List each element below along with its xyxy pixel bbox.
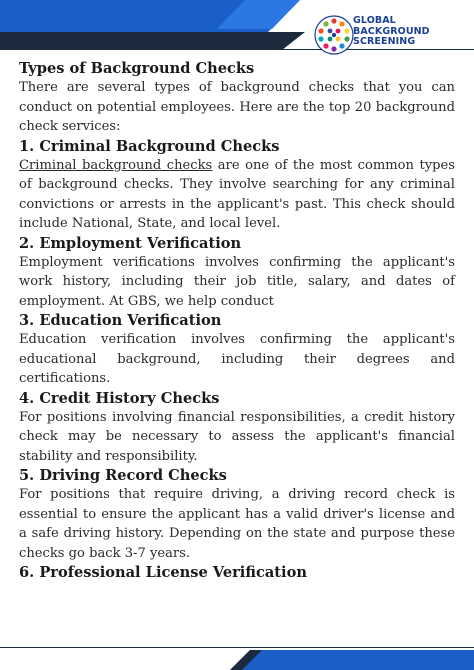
criminal-background-checks-link[interactable]: Criminal background checks xyxy=(19,157,213,173)
section-body-credit: For positions involving financial responsibilities, a credit history check may be necessary to assess the applicant's financial stability and responsibility. xyxy=(19,409,455,464)
section-body-criminal xyxy=(19,156,455,234)
section-body-driving: For positions that require driving, a driving record check is essential to ensure the applicant has a valid driver's license and a safe driving history. Depending on the state and purpose these checks go back 3-7 years. xyxy=(19,487,455,561)
logo-line-3: SCREENING xyxy=(353,36,416,47)
section-body-criminal-text: are one of the most common types of background checks. They involve searching for any criminal convictions or arrests in the applicant's past. This check should include National, State, and local level. xyxy=(19,157,455,231)
page-title: Types of Background Checks xyxy=(19,60,255,77)
section-heading-driving: 5. Driving Record Checks xyxy=(19,467,227,484)
logo-line-1: GLOBAL xyxy=(353,15,396,26)
logo xyxy=(313,12,463,62)
section-heading-credit: 4. Credit History Checks xyxy=(19,389,220,407)
section-heading-education: 3. Education Verification xyxy=(19,312,222,329)
logo-line-2: BACKGROUND xyxy=(353,25,430,37)
section-body-employment: Employment verifications involves confirming the applicant's work history, including their job title, salary, and dates of employment. At GBS, we help conduct xyxy=(19,254,455,309)
section-body-education: Education verification involves confirming the applicant's educational background, including their degrees and certifications. xyxy=(19,332,455,386)
header-dark-band xyxy=(0,32,305,50)
section-heading-employment: 2. Employment Verification xyxy=(19,234,242,252)
globe-icon xyxy=(313,14,355,56)
section-heading-criminal: 1. Criminal Background Checks xyxy=(19,137,280,155)
footer-stripe xyxy=(0,644,474,670)
intro-paragraph: There are several types of background checks that you can conduct on potential employees. Here are the top 20 background check services: xyxy=(19,80,455,134)
document-body xyxy=(19,59,455,582)
logo-text xyxy=(353,16,430,48)
footer-blue-band xyxy=(230,650,474,670)
section-heading-license: 6. Professional License Verification xyxy=(19,564,307,581)
